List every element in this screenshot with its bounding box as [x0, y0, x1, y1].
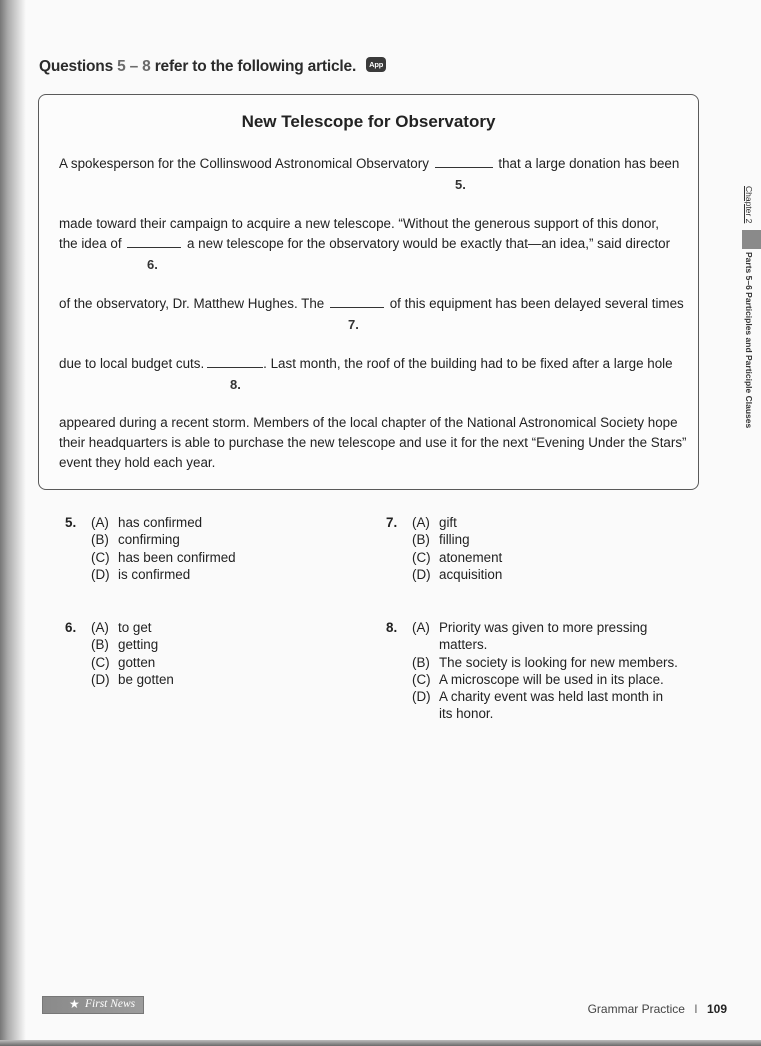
line-text: due to local budget cuts.	[59, 356, 205, 371]
option-text: be gotten	[118, 672, 174, 687]
option-letter: (D)	[412, 689, 431, 704]
option-letter: (A)	[91, 620, 109, 635]
blank-label-5: 5.	[455, 177, 466, 192]
article-line: made toward their campaign to acquire a new telescope. “Without the generous support of this donor,	[59, 216, 659, 231]
line-text: of this equipment has been delayed several times	[389, 296, 684, 311]
option-text: gift	[439, 515, 457, 530]
article-title: New Telescope for Observatory	[241, 112, 496, 131]
question-7	[386, 515, 686, 590]
option-text: getting	[118, 637, 159, 652]
publisher-name: First News	[85, 998, 136, 1010]
article-line	[59, 356, 673, 371]
option-text: Priority was given to more pressing	[439, 620, 648, 635]
option-text: matters.	[439, 637, 488, 652]
star-icon: ★	[69, 997, 80, 1011]
blank-label-7: 7.	[348, 317, 359, 332]
article-line: event they hold each year.	[59, 455, 216, 470]
option-text: has confirmed	[118, 515, 203, 530]
line-text: that a large donation has been	[498, 156, 680, 171]
question-number: 5.	[65, 515, 77, 530]
page-bottom-edge	[0, 1040, 761, 1046]
article-box	[38, 94, 699, 490]
option-text: gotten	[118, 655, 156, 670]
option-text: A microscope will be used in its place.	[439, 672, 664, 687]
heading-suffix: refer to the following article.	[150, 58, 357, 75]
side-tab-marker	[742, 230, 761, 249]
option-text: its honor.	[439, 706, 494, 721]
option-text: filling	[439, 532, 470, 547]
blank-6	[127, 246, 181, 248]
option-letter: (A)	[412, 620, 430, 635]
option-letter: (D)	[91, 672, 110, 687]
book-title: Grammar Practice	[587, 1002, 685, 1016]
option-text: has been confirmed	[118, 550, 236, 565]
option-letter: (A)	[412, 515, 430, 530]
option-letter: (C)	[91, 655, 110, 670]
section-heading	[39, 58, 386, 76]
question-number: 8.	[386, 620, 398, 635]
article-line: their headquarters is able to purchase the new telescope and use it for the next “Evening Under the Stars”	[59, 435, 687, 450]
heading-prefix: Questions	[39, 58, 118, 75]
blank-5	[435, 166, 493, 168]
blank-label-6: 6.	[147, 257, 158, 272]
question-6	[65, 620, 345, 695]
option-letter: (A)	[91, 515, 109, 530]
option-letter: (C)	[412, 550, 431, 565]
footer-separator: I	[694, 1002, 698, 1016]
line-text: the idea of	[59, 236, 122, 251]
question-8	[386, 620, 706, 730]
option-text: acquisition	[439, 567, 503, 582]
article-line	[59, 296, 684, 311]
page-number: 109	[706, 1002, 727, 1016]
heading-range: 5 – 8	[117, 58, 151, 75]
option-letter: (B)	[412, 532, 430, 547]
line-text: of the observatory, Dr. Matthew Hughes. The	[59, 296, 325, 311]
question-number: 7.	[386, 515, 398, 530]
option-text: A charity event was held last month in	[439, 689, 664, 704]
blank-label-8: 8.	[230, 377, 241, 392]
article-line	[59, 156, 679, 171]
option-text: confirming	[118, 532, 180, 547]
option-letter: (C)	[412, 672, 431, 687]
page-footer	[588, 1002, 727, 1016]
option-letter: (D)	[412, 567, 431, 582]
app-icon: App	[366, 57, 386, 72]
question-5	[65, 515, 345, 590]
option-letter: (B)	[91, 532, 109, 547]
option-letter: (B)	[412, 655, 430, 670]
option-text: The society is looking for new members.	[439, 655, 678, 670]
option-text: to get	[118, 620, 152, 635]
option-text: is confirmed	[118, 567, 191, 582]
option-letter: (B)	[91, 637, 109, 652]
line-text: A spokesperson for the Collinswood Astronomical Observatory	[59, 156, 429, 171]
article-line: appeared during a recent storm. Members of the local chapter of the National Astronomical Society hope	[59, 415, 678, 430]
publisher-logo	[42, 996, 144, 1014]
blank-7	[330, 306, 384, 308]
page-binding-shadow	[0, 0, 26, 1046]
option-letter: (C)	[91, 550, 110, 565]
blank-8	[207, 366, 263, 368]
side-tab-chapter: Chapter 2	[744, 186, 754, 224]
option-letter: (D)	[91, 567, 110, 582]
question-number: 6.	[65, 620, 77, 635]
article-line	[59, 236, 670, 251]
line-text: . Last month, the roof of the building had to be fixed after a large hole	[263, 356, 673, 371]
side-tab-section: Parts 5–6 Participles and Participle Clauses	[744, 252, 754, 429]
line-text: a new telescope for the observatory would be exactly that—an idea,” said director	[187, 236, 671, 251]
option-text: atonement	[439, 550, 503, 565]
